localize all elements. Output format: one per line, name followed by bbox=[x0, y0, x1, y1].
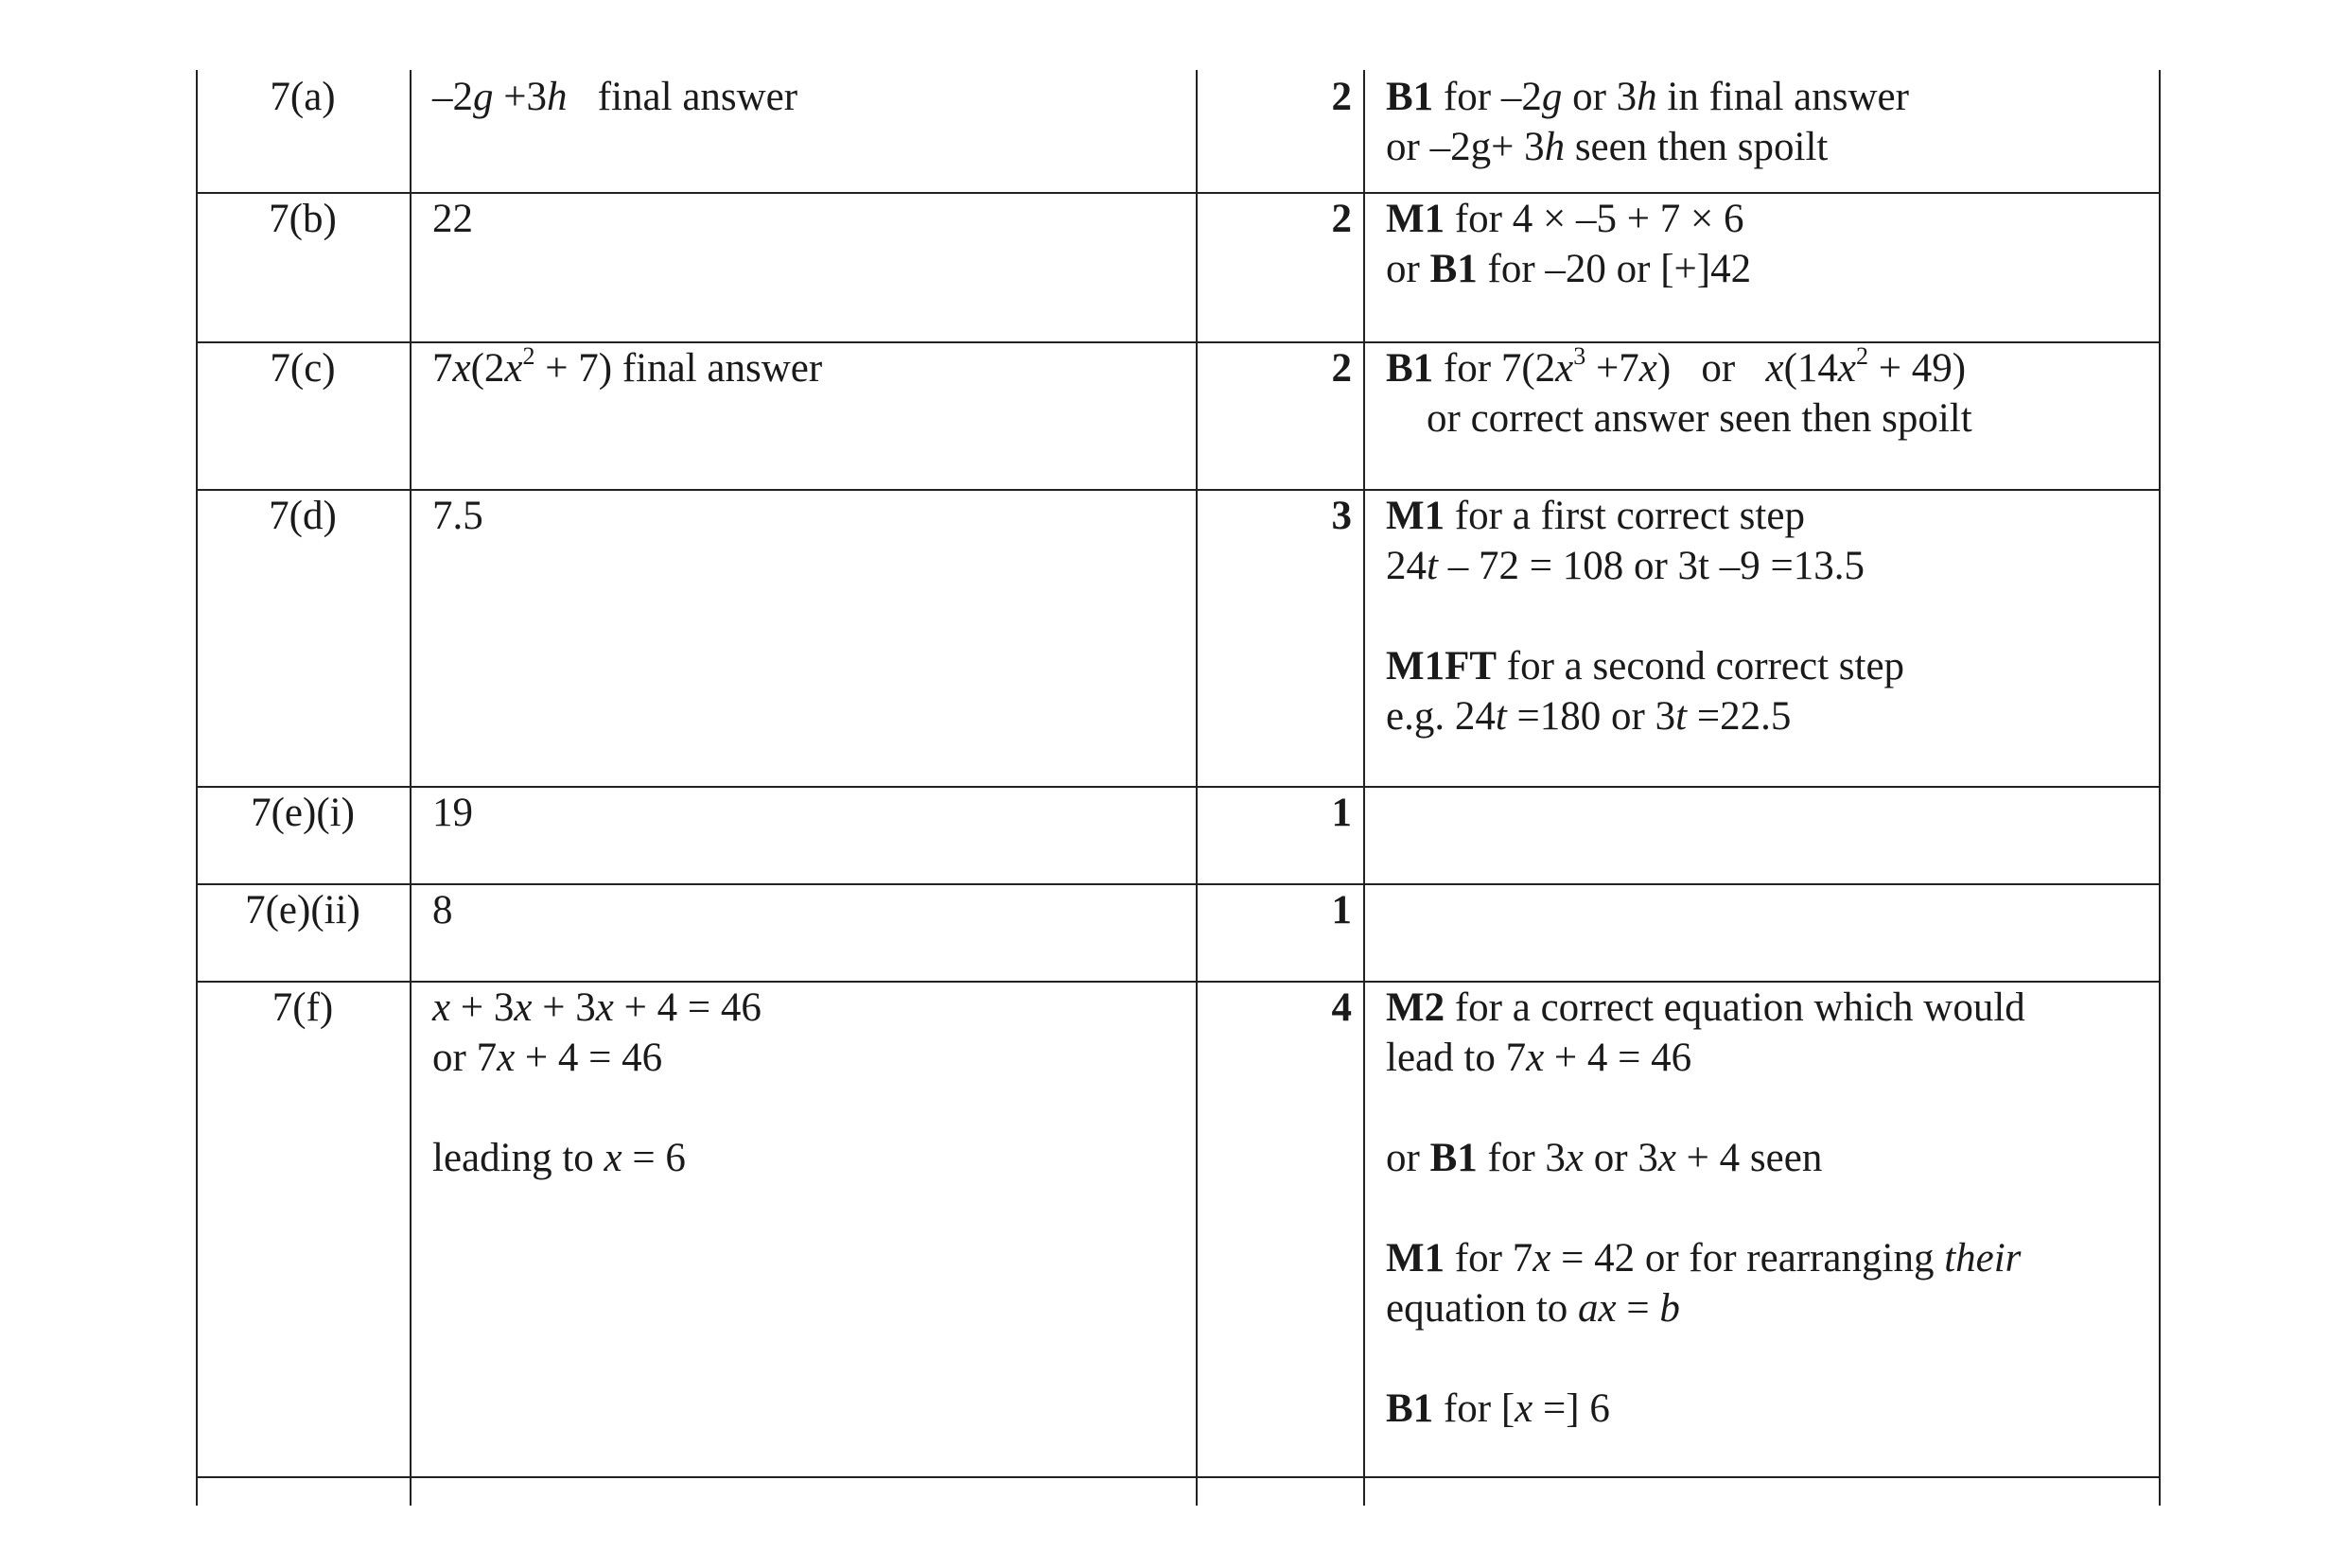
text-run: ax bbox=[1578, 1286, 1617, 1331]
text-run: = 42 or for rearranging bbox=[1550, 1236, 1945, 1281]
guidance-line bbox=[1386, 72, 2143, 122]
text-run: t bbox=[1675, 694, 1688, 739]
guidance-line bbox=[1386, 393, 2143, 444]
marks-value: 4 bbox=[1331, 985, 1352, 1030]
guidance-line bbox=[1386, 1083, 2143, 1133]
text-run: x bbox=[1526, 1036, 1545, 1080]
text-run: for 7 bbox=[1445, 1236, 1533, 1281]
text-run: +7 bbox=[1585, 346, 1639, 391]
text-run: x bbox=[604, 1136, 622, 1180]
text-run: + 3 bbox=[450, 985, 515, 1030]
guidance-line bbox=[1386, 1183, 2143, 1233]
text-run: x bbox=[1837, 346, 1857, 391]
text-run: x bbox=[1565, 1136, 1584, 1180]
marks-value: 2 bbox=[1331, 197, 1352, 241]
text-run: x bbox=[452, 346, 471, 391]
text-run: + 7) final answer bbox=[534, 346, 823, 391]
text-run: or –2g+ 3 bbox=[1386, 125, 1545, 169]
text-run: = 6 bbox=[622, 1136, 686, 1180]
text-run: 7 bbox=[432, 346, 453, 391]
guidance-cell bbox=[1386, 983, 2143, 1434]
text-run: in final answer bbox=[1656, 75, 1909, 119]
guidance-line bbox=[1386, 1333, 2143, 1384]
text-run: t bbox=[1495, 694, 1507, 739]
guidance-line bbox=[1386, 122, 2143, 172]
guidance-line bbox=[1386, 244, 2143, 294]
text-run: x bbox=[1765, 346, 1784, 391]
text-run: + 4 = 46 bbox=[1544, 1036, 1692, 1080]
text-run: x bbox=[1555, 346, 1574, 391]
text-run: lead to 7 bbox=[1386, 1036, 1527, 1080]
text-run: x bbox=[595, 985, 614, 1030]
guidance-line bbox=[1386, 343, 2143, 393]
text-run: g bbox=[1541, 75, 1563, 119]
text-run: t bbox=[1427, 544, 1438, 588]
marks-value: 3 bbox=[1331, 494, 1352, 538]
text-run: 19 bbox=[432, 791, 473, 835]
text-run: h bbox=[1637, 75, 1657, 119]
superscript: 2 bbox=[1856, 342, 1869, 370]
answer-cell bbox=[432, 983, 1170, 1183]
guidance-line bbox=[1386, 983, 2143, 1033]
question-number: 7(c) bbox=[270, 346, 336, 391]
text-run: x bbox=[497, 1036, 516, 1080]
text-run: b bbox=[1659, 1286, 1680, 1331]
text-run: leading to bbox=[432, 1136, 604, 1180]
question-number: 7(f) bbox=[271, 985, 334, 1030]
text-run: +3 bbox=[493, 75, 548, 119]
text-run: g bbox=[473, 75, 494, 119]
marks-value: 2 bbox=[1331, 75, 1352, 119]
marks-value: 1 bbox=[1331, 888, 1352, 932]
column-divider-answer bbox=[410, 70, 412, 1506]
text-run: (14 bbox=[1783, 346, 1838, 391]
superscript: 3 bbox=[1573, 342, 1586, 370]
mark-code: M1 bbox=[1386, 1236, 1445, 1281]
text-run: x bbox=[514, 985, 533, 1030]
guidance-line bbox=[1386, 541, 2143, 591]
answer-cell bbox=[432, 72, 1170, 122]
text-run: 22 bbox=[432, 197, 473, 241]
text-run: x bbox=[1657, 1136, 1676, 1180]
text-run: + 4 = 46 bbox=[613, 985, 762, 1030]
mark-code: M1 bbox=[1386, 494, 1445, 538]
text-run: x bbox=[1533, 1236, 1551, 1281]
text-run: x bbox=[1515, 1386, 1533, 1431]
text-run: or 3 bbox=[1584, 1136, 1658, 1180]
text-run: or 7 bbox=[432, 1036, 498, 1080]
text-run: final answer bbox=[567, 75, 798, 119]
text-run: for a second correct step bbox=[1497, 644, 1905, 688]
guidance-line bbox=[1386, 1283, 2143, 1333]
guidance-line bbox=[1386, 1133, 2143, 1183]
answer-line bbox=[432, 983, 1170, 1033]
text-run: or correct answer seen then spoilt bbox=[1386, 396, 1972, 441]
question-number: 7(d) bbox=[269, 494, 337, 538]
marks-value: 1 bbox=[1331, 791, 1352, 835]
guidance-line bbox=[1386, 491, 2143, 541]
text-run: h bbox=[547, 75, 568, 119]
text-run: 8 bbox=[432, 888, 453, 932]
column-divider-guidance bbox=[1363, 70, 1365, 1506]
superscript: 2 bbox=[522, 342, 535, 370]
text-run: seen then spoilt bbox=[1565, 125, 1829, 169]
mark-code: B1 bbox=[1386, 1386, 1434, 1431]
question-number: 7(e)(i) bbox=[251, 791, 355, 835]
guidance-cell bbox=[1386, 194, 2143, 294]
guidance-cell bbox=[1386, 72, 2143, 172]
answer-line bbox=[432, 72, 1170, 122]
text-run: for 4 × –5 + 7 × 6 bbox=[1445, 197, 1744, 241]
text-run: or bbox=[1386, 247, 1430, 291]
answer-line bbox=[432, 491, 1170, 541]
text-run: e.g. 24 bbox=[1386, 694, 1496, 739]
text-run: 24 bbox=[1386, 544, 1427, 588]
text-run: h bbox=[1544, 125, 1566, 169]
text-run: + 4 = 46 bbox=[515, 1036, 663, 1080]
guidance-line bbox=[1386, 591, 2143, 641]
text-run: x bbox=[504, 346, 523, 391]
answer-line bbox=[432, 1133, 1170, 1183]
text-run: = bbox=[1616, 1286, 1660, 1331]
question-number: 7(e)(ii) bbox=[245, 888, 360, 932]
text-run: or bbox=[1386, 1136, 1430, 1180]
guidance-line bbox=[1386, 194, 2143, 244]
text-run: =22.5 bbox=[1687, 694, 1792, 739]
mark-code: B1 bbox=[1429, 247, 1478, 291]
row-divider bbox=[196, 1476, 2161, 1478]
mark-code: M1FT bbox=[1386, 644, 1498, 688]
answer-line bbox=[432, 1083, 1170, 1133]
question-number: 7(a) bbox=[270, 75, 336, 119]
question-number: 7(b) bbox=[269, 197, 337, 241]
text-run: ) or bbox=[1656, 346, 1766, 391]
text-run: for a correct equation which would bbox=[1445, 985, 2025, 1030]
answer-cell bbox=[432, 343, 1170, 393]
answer-cell bbox=[432, 788, 1170, 838]
text-run: –2 bbox=[432, 75, 473, 119]
text-run: for –2 bbox=[1433, 75, 1542, 119]
guidance-cell bbox=[1386, 343, 2143, 444]
text-run: x bbox=[1638, 346, 1657, 391]
answer-line bbox=[432, 343, 1170, 393]
text-run: for 7(2 bbox=[1433, 346, 1556, 391]
text-run: 7.5 bbox=[432, 494, 483, 538]
mark-code: B1 bbox=[1429, 1136, 1478, 1180]
mark-code: M1 bbox=[1386, 197, 1445, 241]
guidance-line bbox=[1386, 691, 2143, 741]
answer-line bbox=[432, 1033, 1170, 1083]
guidance-line bbox=[1386, 641, 2143, 691]
guidance-line bbox=[1386, 1033, 2143, 1083]
text-run: for [ bbox=[1433, 1386, 1515, 1431]
answer-cell bbox=[432, 885, 1170, 935]
text-run: – 72 = 108 or 3t –9 =13.5 bbox=[1437, 544, 1865, 588]
answer-line bbox=[432, 788, 1170, 838]
mark-code: M2 bbox=[1386, 985, 1445, 1030]
answer-line bbox=[432, 194, 1170, 244]
text-run: or 3 bbox=[1562, 75, 1638, 119]
mark-code: B1 bbox=[1386, 75, 1434, 119]
text-run: for 3 bbox=[1477, 1136, 1566, 1180]
text-run: (2 bbox=[470, 346, 505, 391]
text-run: + 4 seen bbox=[1675, 1136, 1823, 1180]
guidance-cell bbox=[1386, 491, 2143, 741]
answer-line bbox=[432, 885, 1170, 935]
guidance-line bbox=[1386, 1233, 2143, 1283]
answer-cell bbox=[432, 194, 1170, 244]
text-run: equation to bbox=[1386, 1286, 1579, 1331]
text-run: =180 or 3 bbox=[1506, 694, 1676, 739]
mark-code: B1 bbox=[1386, 346, 1434, 391]
text-run: x bbox=[432, 985, 451, 1030]
text-run: their bbox=[1944, 1236, 2022, 1281]
text-run: + 3 bbox=[532, 985, 596, 1030]
guidance-line bbox=[1386, 1384, 2143, 1434]
text-run: for –20 or [+]42 bbox=[1477, 247, 1752, 291]
text-run: =] 6 bbox=[1533, 1386, 1610, 1431]
text-run: + 49) bbox=[1868, 346, 1967, 391]
answer-cell bbox=[432, 491, 1170, 541]
text-run: for a first correct step bbox=[1445, 494, 1805, 538]
table-border-right bbox=[2159, 70, 2161, 1506]
marks-value: 2 bbox=[1331, 346, 1352, 391]
